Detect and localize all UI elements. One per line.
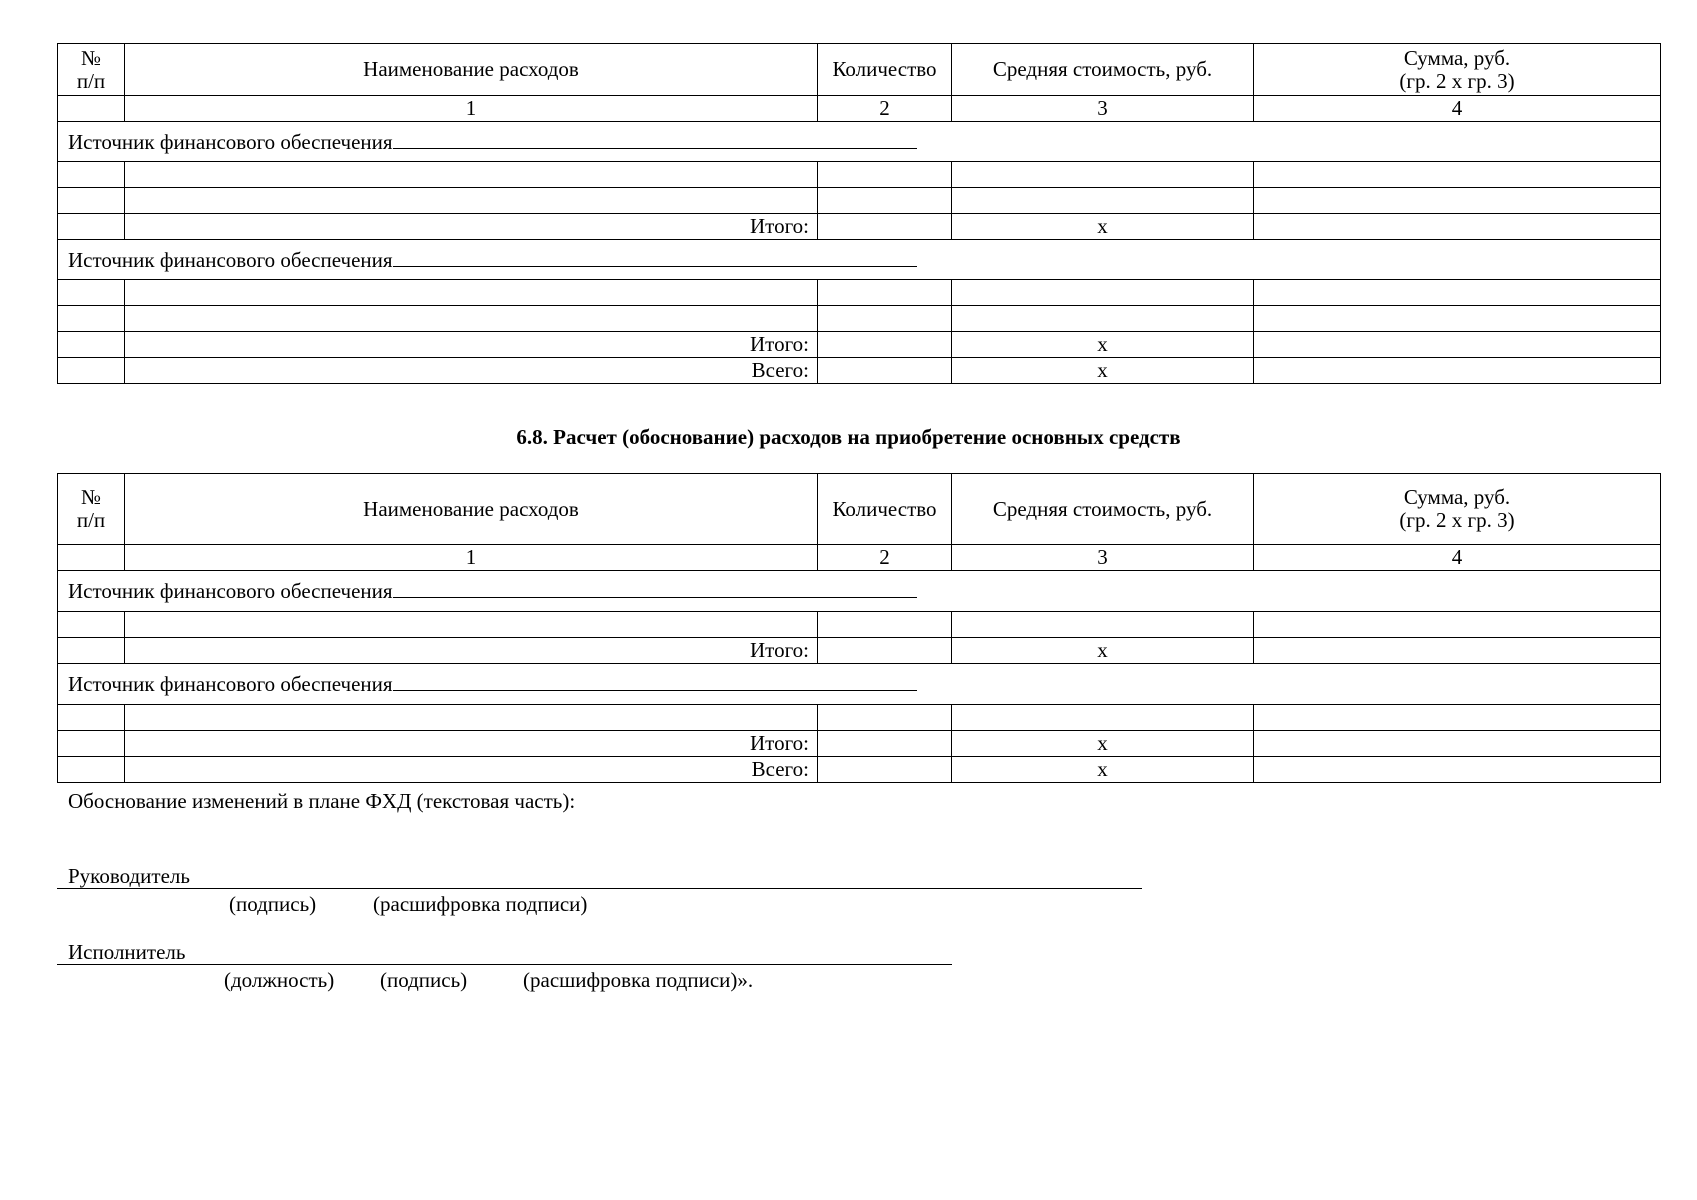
col-number-4: 4 — [1254, 96, 1661, 122]
executor-label: Исполнитель — [68, 940, 186, 964]
itogo-label: Итого: — [125, 731, 818, 757]
table-row — [58, 705, 1661, 731]
funding-source-row — [58, 240, 1661, 280]
col-number-3: 3 — [952, 545, 1254, 571]
itogo-row — [58, 332, 1661, 358]
column-numbers-row — [58, 96, 1661, 122]
x-mark: х — [952, 332, 1254, 358]
header-qty: Количество — [818, 474, 952, 545]
header-sum: Сумма, руб. (гр. 2 х гр. 3) — [1254, 474, 1661, 545]
table-row — [58, 306, 1661, 332]
head-label: Руководитель — [68, 864, 190, 888]
itogo-row — [58, 731, 1661, 757]
head-name-caption: (расшифровка подписи) — [373, 892, 588, 916]
header-num: № п/п — [58, 44, 125, 96]
executor-signature-line[interactable] — [57, 964, 952, 965]
header-sum: Сумма, руб. (гр. 2 х гр. 3) — [1254, 44, 1661, 96]
x-mark: х — [952, 757, 1254, 783]
vsego-label: Всего: — [125, 358, 818, 384]
table-row — [58, 162, 1661, 188]
funding-source-label: Источник финансового обеспечения — [68, 579, 393, 603]
table-header-row — [58, 44, 1661, 96]
funding-source-field[interactable] — [393, 579, 917, 598]
column-numbers-row — [58, 545, 1661, 571]
header-qty: Количество — [818, 44, 952, 96]
vsego-row — [58, 358, 1661, 384]
funding-source-field[interactable] — [393, 672, 917, 691]
header-avg-cost: Средняя стоимость, руб. — [952, 474, 1254, 545]
funding-source-label: Источник финансового обеспечения — [68, 247, 393, 272]
itogo-label: Итого: — [125, 332, 818, 358]
funding-source-row — [58, 664, 1661, 705]
itogo-label: Итого: — [125, 214, 818, 240]
itogo-label: Итого: — [125, 638, 818, 664]
col-number-1: 1 — [125, 96, 818, 122]
funding-source-field[interactable] — [393, 248, 917, 267]
header-avg-cost: Средняя стоимость, руб. — [952, 44, 1254, 96]
head-signature-line[interactable] — [57, 888, 1142, 889]
header-num: № п/п — [58, 474, 125, 545]
col-number-1: 1 — [125, 545, 818, 571]
expenses-table-1 — [57, 43, 1661, 384]
executor-signature-caption: (подпись) — [380, 968, 468, 992]
table-header-row — [58, 474, 1661, 545]
table-row — [58, 612, 1661, 638]
header-name: Наименование расходов — [125, 474, 818, 545]
x-mark: х — [952, 358, 1254, 384]
x-mark: х — [952, 638, 1254, 664]
funding-source-label: Источник финансового обеспечения — [68, 129, 393, 154]
table-row — [58, 280, 1661, 306]
funding-source-field[interactable] — [393, 130, 917, 149]
funding-source-row — [58, 122, 1661, 162]
executor-name-caption: (расшифровка подписи)». — [523, 968, 754, 992]
x-mark: х — [952, 214, 1254, 240]
col-number-3: 3 — [952, 96, 1254, 122]
justification-label: Обоснование изменений в плане ФХД (текстовая часть): — [68, 789, 576, 813]
vsego-row — [58, 757, 1661, 783]
table-row — [58, 188, 1661, 214]
executor-position-caption: (должность) — [224, 968, 335, 992]
col-number-2: 2 — [818, 545, 952, 571]
col-number-4: 4 — [1254, 545, 1661, 571]
itogo-row — [58, 214, 1661, 240]
funding-source-label: Источник финансового обеспечения — [68, 672, 393, 696]
funding-source-row — [58, 571, 1661, 612]
expenses-table-2 — [57, 473, 1661, 783]
vsego-label: Всего: — [125, 757, 818, 783]
section-title: 6.8. Расчет (обоснование) расходов на приобретение основных средств — [516, 425, 1181, 449]
x-mark: х — [952, 731, 1254, 757]
head-signature-caption: (подпись) — [229, 892, 317, 916]
itogo-row — [58, 638, 1661, 664]
header-name: Наименование расходов — [125, 44, 818, 96]
col-number-2: 2 — [818, 96, 952, 122]
